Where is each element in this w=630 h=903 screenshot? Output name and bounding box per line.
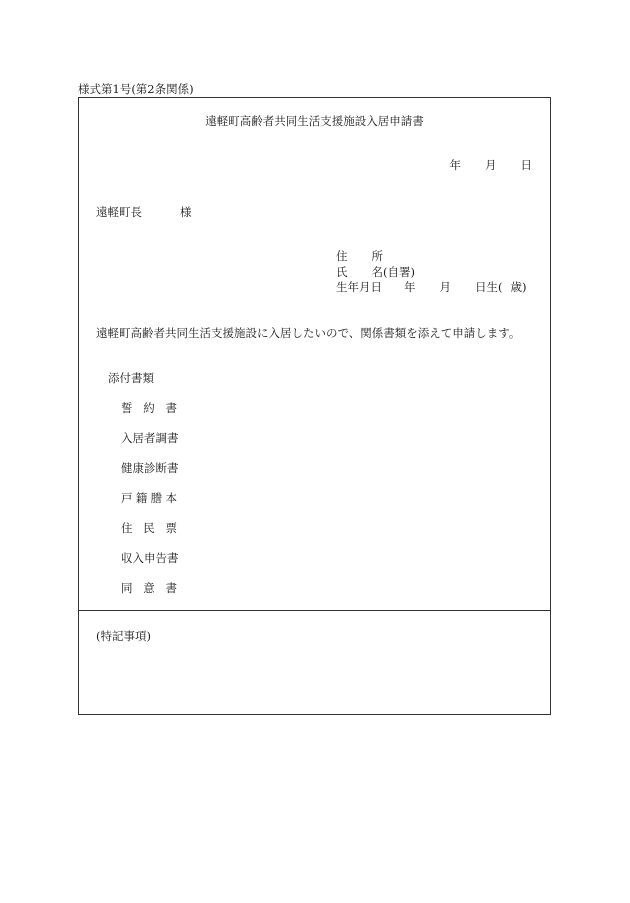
addressee bbox=[96, 204, 192, 220]
attachment-item-text: 収入申告書 bbox=[121, 551, 179, 565]
addressee-name: 遠軽町長 bbox=[96, 205, 142, 219]
attachment-item-text: 住 民 票 bbox=[121, 521, 177, 535]
date-day-label: 日 bbox=[520, 158, 532, 172]
attachments-title: 添付書類 bbox=[108, 371, 154, 385]
birth-day-label: 日生( bbox=[475, 280, 503, 294]
attachment-item bbox=[121, 520, 177, 536]
name-row bbox=[336, 265, 527, 281]
section-divider bbox=[79, 610, 550, 611]
date-year-label: 年 bbox=[449, 158, 461, 172]
attachment-item-text: 誓 約 書 bbox=[121, 401, 177, 415]
address-row bbox=[336, 249, 527, 265]
application-form bbox=[78, 97, 551, 715]
addressee-honorific: 様 bbox=[180, 205, 192, 219]
attachment-item-text: 戸 籍 謄 本 bbox=[121, 491, 177, 505]
attachment-item bbox=[121, 490, 177, 506]
attachment-item bbox=[121, 580, 177, 596]
name-label-2: 名(自署) bbox=[371, 264, 415, 279]
applicant-block bbox=[336, 249, 527, 296]
birth-year-label: 年 bbox=[404, 280, 416, 294]
age-label: 歳) bbox=[510, 280, 527, 294]
address-label-2: 所 bbox=[371, 249, 383, 263]
date-month-label: 月 bbox=[485, 158, 497, 172]
attachment-item-text: 同 意 書 bbox=[121, 581, 177, 595]
name-label-1: 氏 bbox=[336, 264, 348, 279]
birth-month-label: 月 bbox=[439, 280, 451, 294]
attachment-item bbox=[121, 430, 177, 446]
application-date bbox=[450, 157, 533, 173]
attachment-item-text: 入居者調書 bbox=[121, 431, 179, 445]
birth-label: 生年月日 bbox=[336, 280, 382, 294]
attachment-item bbox=[121, 460, 177, 476]
birth-row bbox=[336, 280, 527, 296]
attachment-item-text: 健康診断書 bbox=[121, 461, 179, 475]
address-label-1: 住 bbox=[336, 249, 348, 263]
special-notes-label: (特記事項) bbox=[96, 629, 151, 643]
form-number: 様式第1号(第2条関係) bbox=[78, 82, 194, 96]
application-statement: 遠軽町高齢者共同生活支援施設に入居したいので、関係書類を添えて申請します。 bbox=[96, 326, 521, 340]
attachment-item bbox=[121, 550, 177, 566]
form-title: 遠軽町高齢者共同生活支援施設入居申請書 bbox=[205, 114, 424, 128]
attachment-item bbox=[121, 400, 177, 416]
